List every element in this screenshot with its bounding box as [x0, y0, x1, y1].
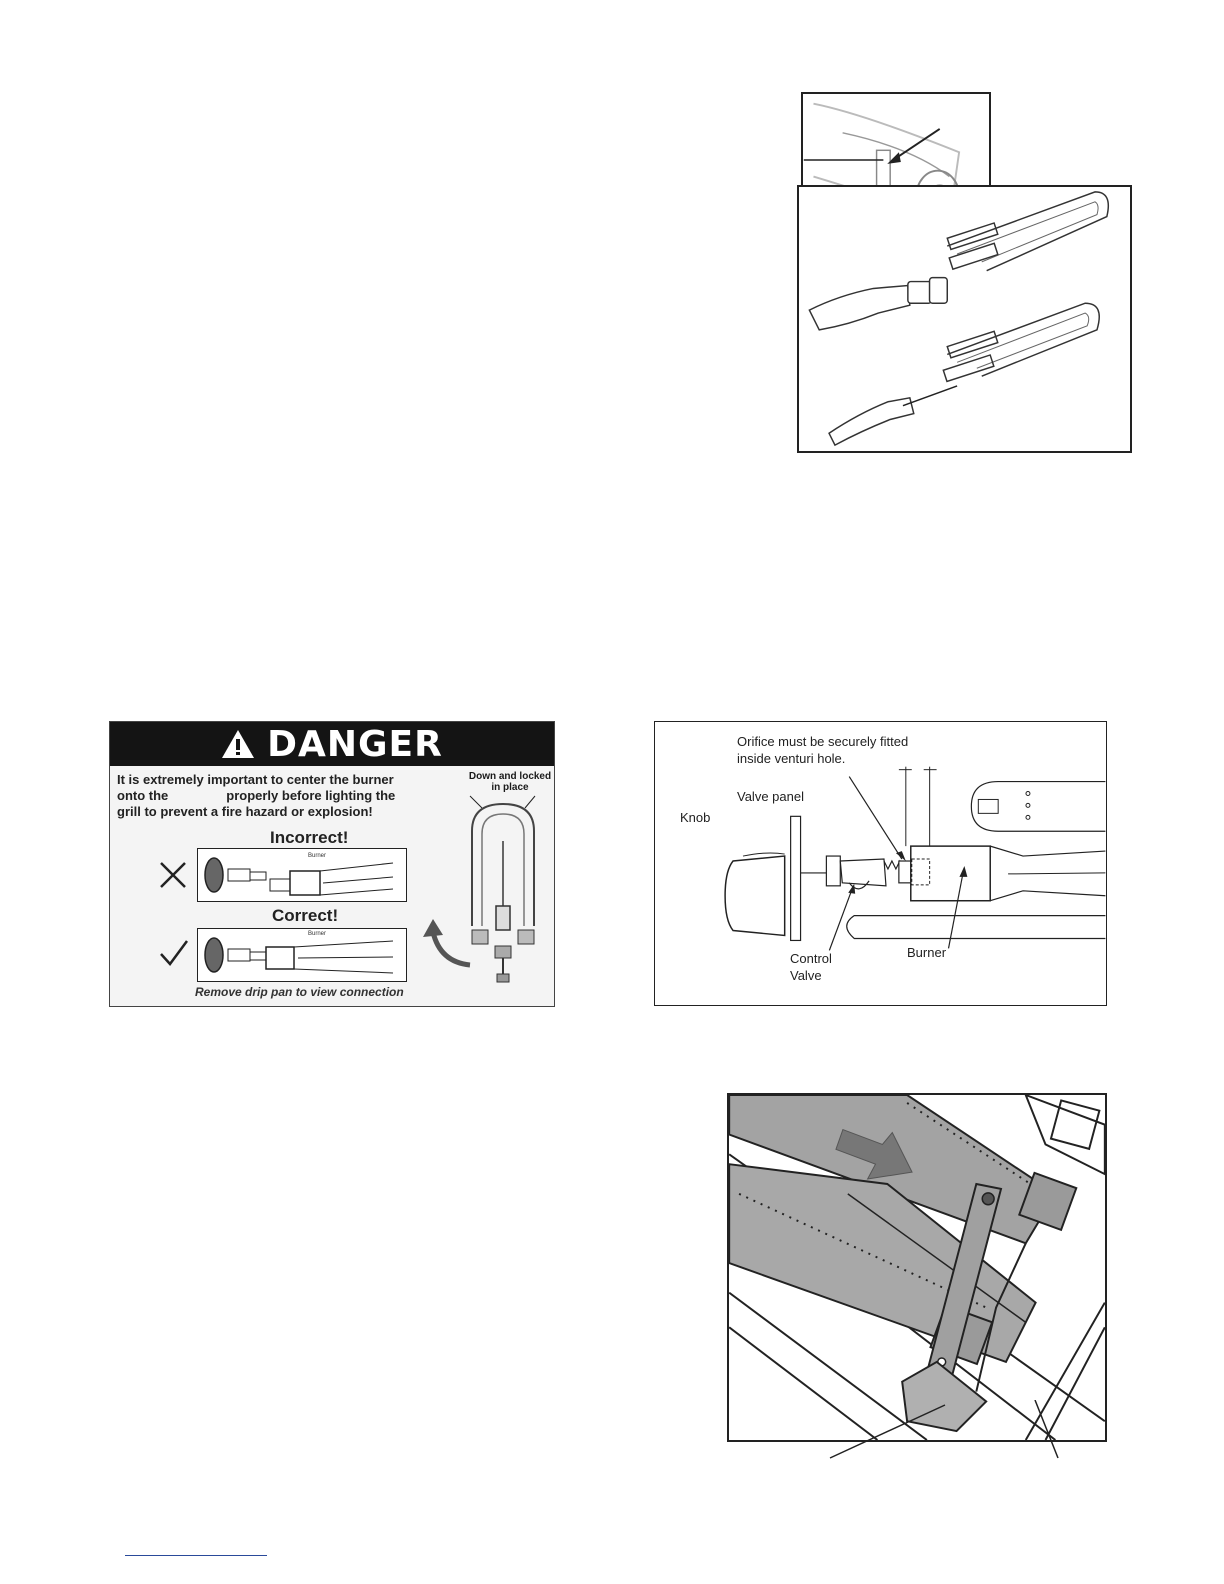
control-valve-line-1: Control [790, 951, 832, 966]
correct-connection-diagram [197, 928, 407, 982]
control-valve-line-2: Valve [790, 968, 822, 983]
danger-warning-text [117, 772, 435, 820]
incorrect-title: Incorrect! [270, 828, 349, 847]
correct-title: Correct! [272, 906, 339, 925]
danger-text-line-2a: onto the [117, 788, 169, 803]
electrode-callout-lines [820, 1400, 1070, 1470]
burner-electrode-drawing [729, 1095, 1105, 1440]
burner-removal-illustration [797, 185, 1132, 453]
down-and-locked-label: Down and locked in place [468, 771, 552, 793]
danger-text-line-2 [117, 788, 435, 804]
valve-panel-label: Valve panel [737, 789, 804, 804]
danger-text-line-3: grill to prevent a fire hazard or explosion! [117, 804, 373, 819]
knob-label: Knob [680, 810, 711, 825]
burner-removal-drawing [799, 187, 1130, 451]
curved-arrow-icon [415, 917, 475, 972]
correct-burner-tag: Burner [308, 931, 327, 937]
warning-triangle-icon [221, 729, 255, 759]
burner-electrode-illustration [727, 1093, 1107, 1442]
danger-text-line-2b: properly before lighting the [226, 788, 396, 803]
footer-link-underline[interactable] [125, 1555, 267, 1556]
control-valve-label [790, 950, 832, 984]
incorrect-connection-diagram [197, 848, 407, 902]
incorrect-burner-tag: Burner [308, 853, 327, 859]
orifice-venturi-diagram [654, 721, 1107, 1006]
incorrect-connection-drawing [198, 849, 406, 901]
burner-label: Burner [907, 945, 947, 960]
danger-warning-label [109, 721, 555, 1007]
orifice-note: Orifice must be securely fitted inside venturi hole. [737, 734, 909, 766]
correct-connection-drawing [198, 929, 406, 981]
danger-text-line-1: It is extremely important to center the burner [117, 772, 394, 787]
x-mark-icon [158, 860, 188, 890]
danger-header [110, 722, 554, 766]
check-mark-icon [158, 938, 190, 968]
drip-pan-note: Remove drip pan to view connection [195, 985, 404, 999]
danger-title: DANGER [267, 723, 443, 765]
